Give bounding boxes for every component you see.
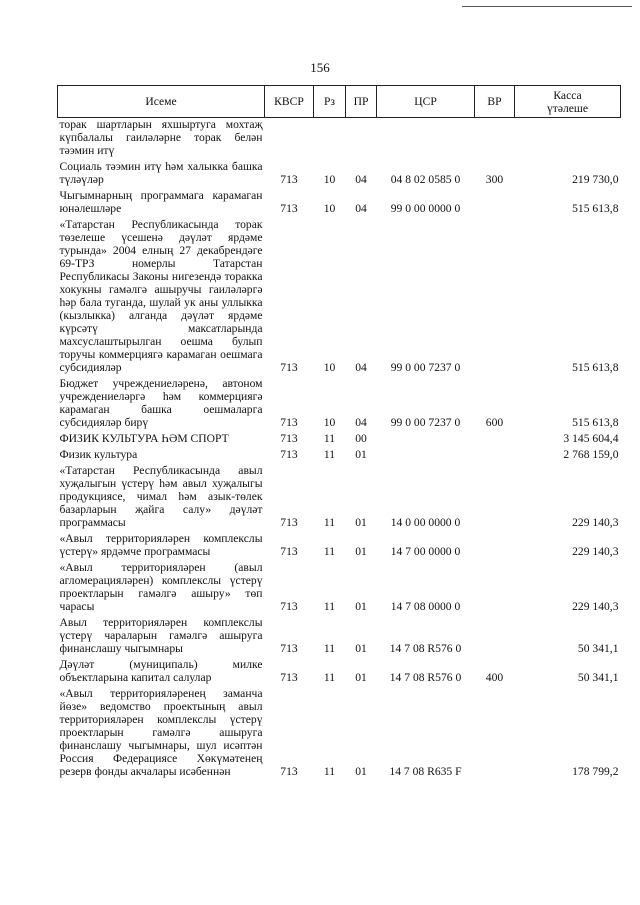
cell-rz: 10 [323,416,336,429]
table-row [58,558,621,613]
cell-name: «Авыл территорияләрен (авыл агломерацияләрен) комплекслы үстерү проектларын гамәлгә ашыру» төп чарасы [59,561,263,613]
table-row [58,374,621,429]
cell-kvsr: 713 [280,416,298,429]
cell-pr: 01 [355,600,367,613]
header-csr: ЦСР [377,86,475,118]
cell-kvsr: 713 [280,671,298,684]
cell-vr [475,429,515,445]
cell-vr: 400 [485,671,504,684]
cell-csr: 99 0 00 0000 0 [390,202,461,215]
cell-csr: 99 0 00 7237 0 [390,416,461,429]
cell-vr [475,186,515,215]
cell-rz: 11 [323,432,336,445]
cell-amount: 515 613,8 [572,361,619,374]
table-row [58,529,621,558]
cell-amount: 219 730,0 [572,173,619,186]
cell-kvsr: 713 [280,765,298,778]
cell-rz: 11 [323,516,336,529]
table-body [58,118,621,779]
cell-rz: 10 [323,361,336,374]
header-rz: Рз [314,86,346,118]
cell-vr [475,558,515,613]
cell-rz [314,118,346,158]
cell-csr [377,429,475,445]
cell-name: торак шартларын яхшыртуга мохтаҗ күпбалалы гаиләләрне торак белән тәэмин итү [59,118,263,157]
cell-kvsr: 713 [280,432,298,445]
cell-amount: 229 140,3 [572,600,619,613]
cell-csr: 14 7 08 R576 0 [389,642,462,655]
cell-vr [475,613,515,655]
table-row [58,157,621,186]
cell-pr [346,118,377,158]
cell-amount: 229 140,3 [572,516,619,529]
table-row [58,655,621,684]
cell-amount: 178 799,2 [572,765,619,778]
top-edge-line [462,6,632,7]
cell-csr [377,445,475,461]
cell-kvsr: 713 [280,173,298,186]
cell-pr: 01 [355,671,367,684]
cell-rz: 11 [323,545,336,558]
header-kassa [515,86,621,118]
table-row [58,429,621,445]
cell-kvsr: 713 [280,545,298,558]
cell-name: «Авыл территорияләренең заманча йөзе» ведомство проектының авыл территорияләрен комплекслы үстерү проектларын гамәлгә ашыруга финанслашу чыгымнары, шул исәптән Россия Федерациясе Хөкүмәтенең резерв фонды акчалары исәбеннән [59,687,263,778]
cell-amount: 515 613,8 [572,416,619,429]
cell-name: «Татарстан Республикасында торак төзелеше үсешенә дәүләт ярдәме турында» 2004 елның 27 декабрендәге 69-ТРЗ номерлы Татарстан Республикасы Законы нигезендә торакка хокукны гамәлгә ашыручы гаиләләргә һәр бала туганда, шулай ук аны уллыкка (кызлыкка) алганда дәүләт ярдәме күрсәтү максатларында махсуслаштырылган оешма булып торучы коммерциягә карамаган оешмага субсидияләр [59,218,263,374]
table-row [58,118,621,158]
cell-csr: 04 8 02 0585 0 [390,173,461,186]
cell-kvsr: 713 [280,361,298,374]
cell-rz: 11 [323,671,336,684]
cell-kvsr: 713 [280,448,298,461]
table-row [58,215,621,374]
header-vr: ВР [475,86,515,118]
cell-amount: 50 341,1 [577,642,619,655]
cell-name: Авыл территорияләрен комплекслы үстерү чараларын гамәлгә ашыруга финанслашу чыгымнары [59,616,263,655]
cell-amount [515,118,621,158]
cell-name: Социаль тәэмин итү һәм халыкка башка түләүләр [59,160,263,186]
cell-name: Дәүләт (муниципаль) милке объектларына капитал салулар [59,658,263,684]
cell-vr [475,118,515,158]
cell-kvsr: 713 [280,516,298,529]
cell-kvsr: 713 [280,642,298,655]
header-name: Исеме [58,86,265,118]
cell-rz: 11 [323,642,336,655]
cell-rz: 11 [323,600,336,613]
cell-pr: 00 [355,432,367,445]
cell-amount: 229 140,3 [572,545,619,558]
cell-pr: 01 [355,765,367,778]
page-number: 156 [310,60,330,75]
header-kassa-line1: Касса [553,88,582,102]
cell-amount: 515 613,8 [572,202,619,215]
cell-vr [475,445,515,461]
cell-pr: 04 [355,416,367,429]
cell-vr [475,529,515,558]
cell-pr: 01 [355,516,367,529]
cell-kvsr: 713 [280,600,298,613]
cell-kvsr: 713 [280,202,298,215]
cell-csr [377,118,475,158]
header-pr: ПР [346,86,377,118]
cell-csr: 99 0 00 7237 0 [390,361,461,374]
cell-name: Чыгымнарның программага карамаган юнәлешләре [59,189,263,215]
cell-name: Бюджет учреждениеләренә, автоном учреждениеләргә һәм коммерциягә карамаган башка оешмаларга субсидияләр бирү [59,377,263,429]
cell-pr: 04 [355,202,367,215]
cell-csr: 14 7 00 0000 0 [390,545,461,558]
table-row [58,445,621,461]
cell-pr: 04 [355,361,367,374]
cell-csr: 14 7 08 0000 0 [390,600,461,613]
cell-rz: 10 [323,202,336,215]
cell-name: «Авыл территорияләрен комплекслы үстерү» ярдәмче программасы [59,532,263,558]
table-header-row [58,86,621,118]
cell-amount: 3 145 604,4 [563,432,619,445]
header-kvsr: КВСР [265,86,314,118]
cell-csr: 14 7 08 R576 0 [389,671,462,684]
cell-pr: 01 [355,545,367,558]
cell-csr: 14 7 08 R635 F [389,765,462,778]
cell-amount: 2 768 159,0 [563,448,619,461]
cell-vr [475,461,515,529]
cell-name: Физик культура [59,448,138,461]
cell-kvsr [265,118,314,158]
cell-rz: 10 [323,173,336,186]
cell-amount: 50 341,1 [577,671,619,684]
header-kassa-line2: үтәлеше [546,101,588,115]
cell-name: ФИЗИК КУЛЬТУРА ҺӘМ СПОРТ [59,432,229,445]
cell-name: «Татарстан Республикасында авыл хуҗалыгын үстерү һәм авыл хуҗалыгы продукциясе, чимал һәм азык-төлек базарларын җайга салу» дәүләт программасы [59,464,263,529]
table-row [58,613,621,655]
cell-rz: 11 [323,448,336,461]
cell-pr: 01 [355,448,367,461]
cell-rz: 11 [323,765,336,778]
cell-pr: 01 [355,642,367,655]
budget-table [57,85,621,778]
table-row [58,186,621,215]
cell-vr [475,684,515,778]
table-row [58,461,621,529]
cell-vr: 600 [485,416,504,429]
cell-vr: 300 [485,173,504,186]
cell-csr: 14 0 00 0000 0 [390,516,461,529]
cell-pr: 04 [355,173,367,186]
table-row [58,684,621,778]
cell-vr [475,215,515,374]
